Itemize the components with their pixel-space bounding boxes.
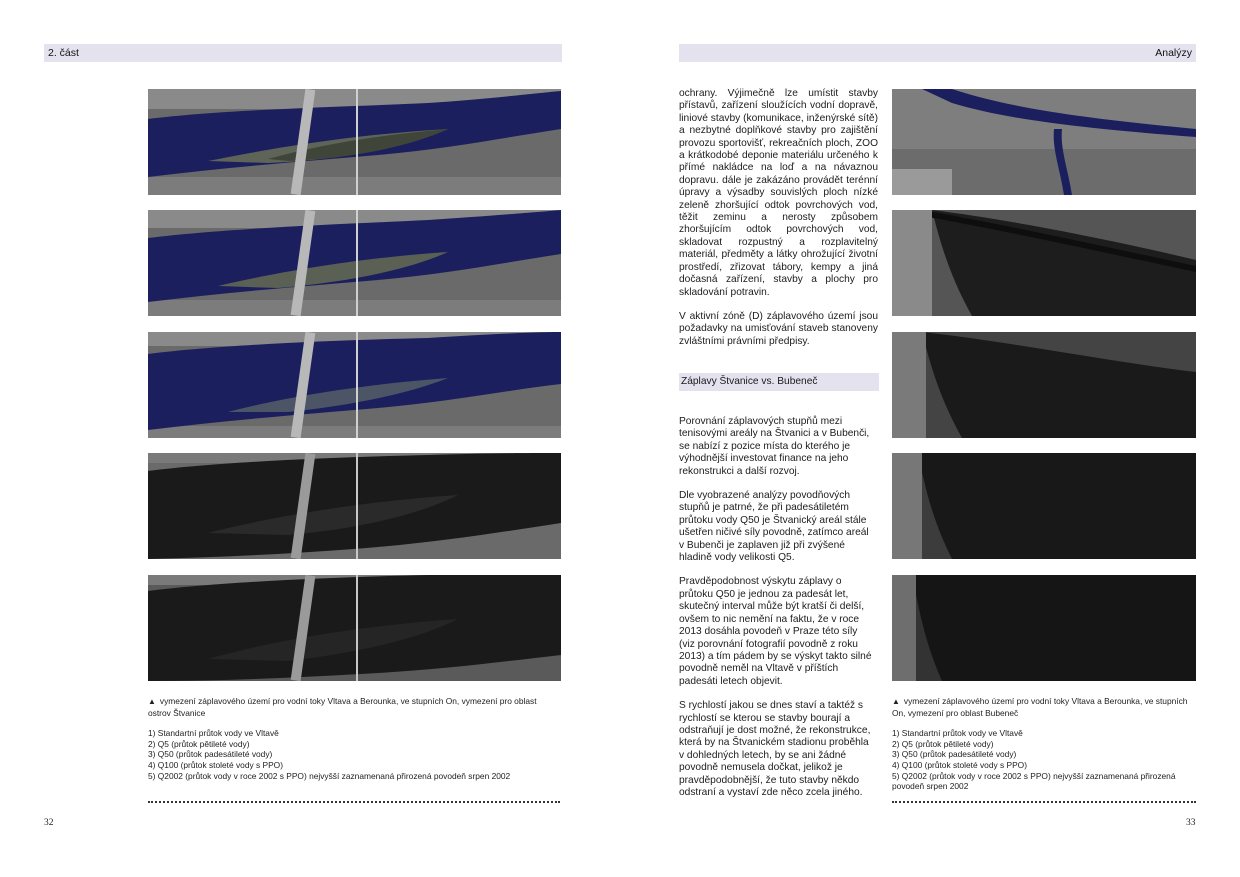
legend-item: 5) Q2002 (průtok vody v roce 2002 s PPO) nejvyšší zaznamenaná přirozená povodeň srpen 2002 (892, 770, 1176, 792)
bubenec-photo-4 (892, 453, 1196, 559)
right-page-header (679, 44, 1196, 62)
right-caption-text: ▲ vymezení záplavového území pro vodní toky Vltava a Berounka, ve stupních On, vymezení pro oblast Bubeneč (892, 696, 1188, 718)
bubenec-photo-5 (892, 575, 1196, 681)
triangle-icon: ▲ (148, 697, 156, 706)
left-dotted-divider (148, 801, 560, 803)
intro-paragraph: V aktivní zóně (D) záplavového území jsou požadavky na umisťování staveb stanoveny zvláštními právními předpisy. (679, 310, 878, 347)
bubenec-photo-1 (892, 89, 1196, 195)
intro-text (679, 88, 878, 360)
legend-item: 5) Q2002 (průtok vody v roce 2002 s PPO) nejvyšší zaznamenaná přirozená povodeň srpen 2002 (148, 770, 511, 781)
legend-item: 4) Q100 (průtok stoleté vody s PPO) (892, 759, 1027, 770)
stvanice-photo-4 (148, 453, 561, 559)
legend-item: 1) Standartní průtok vody ve Vltavě (148, 728, 279, 739)
section-title: Záplavy Štvanice vs. Bubeneč (679, 373, 879, 391)
triangle-icon: ▲ (892, 697, 900, 706)
left-page-header (44, 44, 562, 62)
right-figure-caption (892, 696, 1194, 792)
stvanice-photo-5 (148, 575, 561, 681)
intro-paragraph: ochrany. Výjimečně lze umístit stavby přístavů, zařízení sloužících vodní dopravě, liniové stavby (komunikace, inženýrské sítě) a nezbytné doplňkové stavby pro zajištění provozu sportovišť, rekreačních ploch, ZOO a krátkodobé deponie materiálu určeného k přímé nakládce na loď a na návaznou dopravu. dále je zakázáno provádět terénní úpravy a výsadby souvislých ploch nízké zeleně zhoršující odtok povrchových vod, těžit zeminu a nerosty způsobem zhoršujícím odtok povrchových vod, skladovat rozpustný a rozplavitelný materiál, předměty a látky ohrožující životní prostředí, zřizovat tábory, kempy a jiná dočasná zařízení, stavby a plochy pro skladování potravin. (679, 88, 878, 298)
right-page-number: 33 (1186, 818, 1196, 828)
stvanice-photo-3 (148, 332, 561, 438)
left-page-number: 32 (44, 818, 54, 828)
right-dotted-divider (892, 801, 1196, 803)
stvanice-photo-1 (148, 89, 561, 195)
bubenec-photo-2 (892, 210, 1196, 316)
stvanice-photo-2 (148, 210, 561, 316)
legend-item: 2) Q5 (průtok pětileté vody) (892, 738, 994, 749)
left-caption-text: ▲ vymezení záplavového území pro vodní toky Vltava a Berounka, ve stupních On, vymezení pro oblast ostrov Štvanice (148, 696, 537, 718)
legend-item: 4) Q100 (průtok stoleté vody s PPO) (148, 759, 283, 770)
right-legend (892, 728, 1194, 792)
section-text (679, 416, 875, 811)
left-figure-caption (148, 696, 560, 781)
legend-item: 2) Q5 (průtok pětileté vody) (148, 738, 250, 749)
section-paragraph: Porovnání záplavových stupňů mezi tenisovými areály na Štvanici a v Bubenči, se nabízí z pozice místa do kterého je výhodnější investovat finance na jeho rekonstrukci a další rozvoj. (679, 416, 870, 477)
legend-item: 3) Q50 (průtok padesátileté vody) (148, 749, 273, 760)
section-paragraph: Dle vyobrazené analýzy povodňových stupňů je patrné, že při padesátiletém průtoku vody Q50 je Štvanický areál stále ušetřen ničivé síly povodně, zatímco areál v Bubenči je zaplaven již při zvýšené hladině vody velikosti Q5. (679, 490, 869, 564)
legend-item: 3) Q50 (průtok padesátileté vody) (892, 749, 1017, 760)
legend-item: 1) Standartní průtok vody ve Vltavě (892, 728, 1023, 739)
left-header-title: 2. část (48, 47, 79, 59)
section-paragraph: Pravděpodobnost výskytu záplavy o průtoku Q50 je jednou za padesát let, skutečný interval může být kratší či delší, ovšem to nic nemění na faktu, že v roce 2013 dosáhla povodeň v Praze této síly (viz porovnání fotografií povodně z roku 2013) a tím pádem by se výskyt takto silné povodně neměl na Vltavě v příštích padesáti letech objevit. (679, 576, 872, 687)
right-header-title: Analýzy (1155, 47, 1192, 59)
left-legend (148, 728, 560, 781)
bubenec-photo-3 (892, 332, 1196, 438)
section-paragraph: S rychlostí jakou se dnes staví a taktéž s rychlostí se kterou se stavby bourají a odstraňují je dost možné, že rekonstrukce, která by na Štvanickém stadionu proběhla v dohledných letech, by se ani žádné povodně nemusela dočkat, jelikož je pravděpodobnější, že tuto stavby někdo odstraní a vystaví zde něco zcela jiného. (679, 700, 871, 798)
